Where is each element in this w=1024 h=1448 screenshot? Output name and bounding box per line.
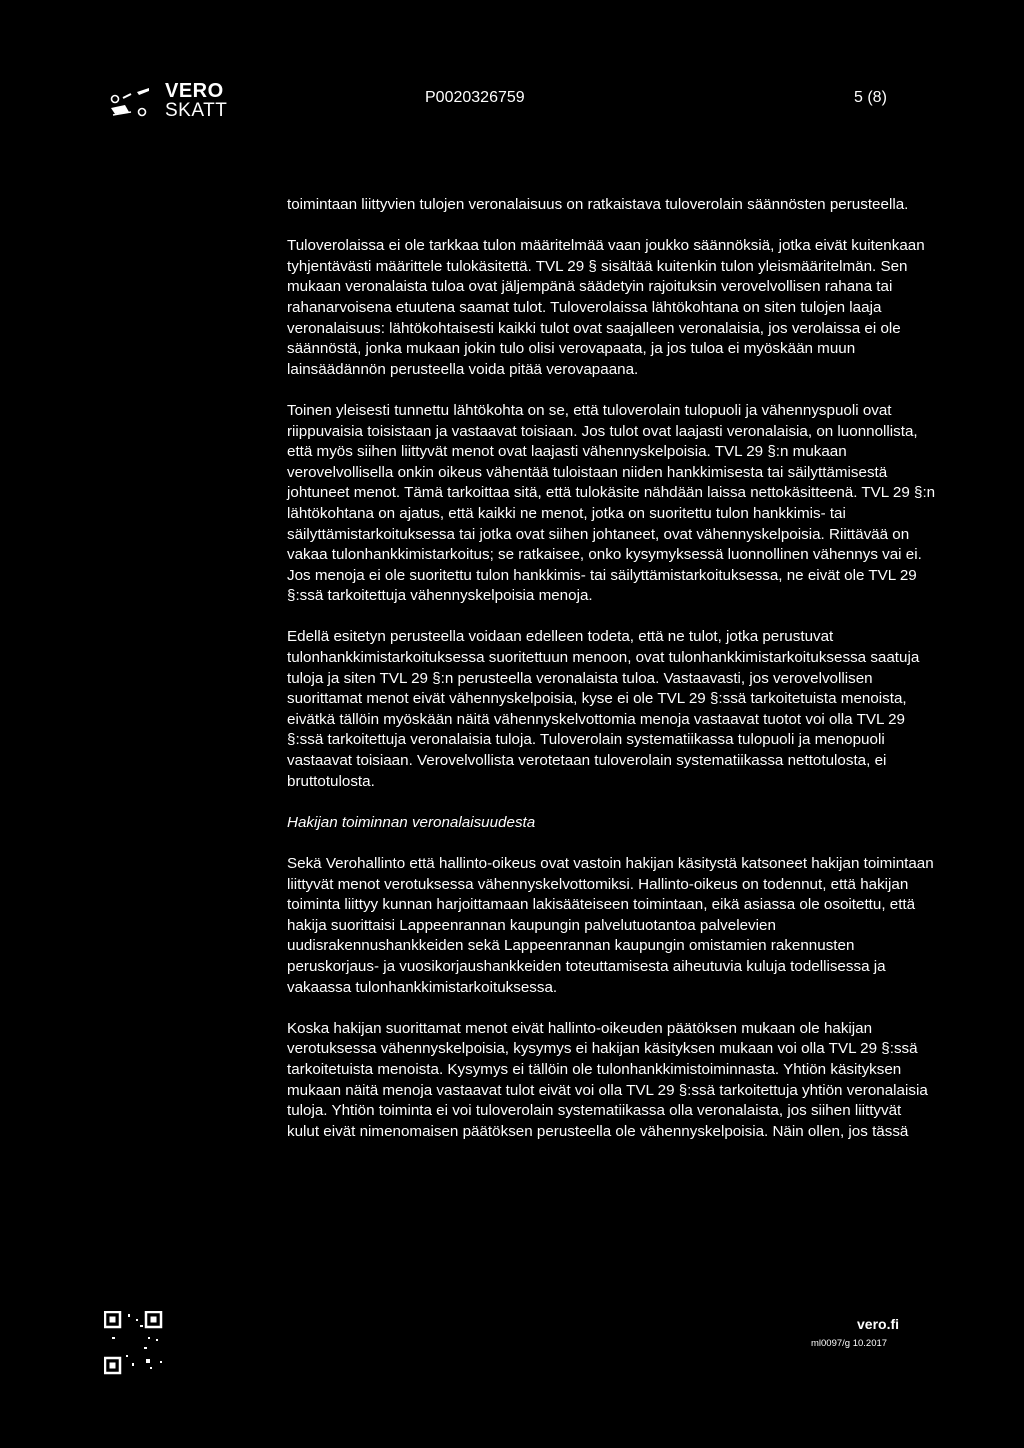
document-id: P0020326759 xyxy=(425,89,525,106)
body-paragraph: Toinen yleisesti tunnettu lähtökohta on se, että tuloverolain tulopuoli ja vähennyspuoli ovat riippuvaisia toisistaan ja vastaavat toisiaan. Jos tulot ovat laajasti veronalaisia, on luonnollista, että myös siihen liittyvät menot ovat laajasti vähennyskelpoisia. TVL 29 §:n mukaan verovelvollisella onkin oikeus vähentää tuloistaan niiden hankkimisesta tai säilyttämisestä johtuneet menot. Tämä tarkoittaa sitä, että tulokäsite nähdään laissa nettokäsitteenä. TVL 29 §:n lähtökohtana on ajatus, että kaikki ne menot, jotka on suoritettu tulon hankkimis- tai säilyttämistarkoituksessa tai jotka ovat siihen johtaneet, ovat vähennyskelpoisia. Riittävää on vakaa tulonhankkimistarkoitus; se ratkaisee, onko kysymyksessä luonnollinen vähennys vai ei. Jos menoja ei ole suoritettu tulon hankkimis- tai säilyttämistarkoituksessa, ne eivät ole TVL 29 §:ssä tarkoitettuja vähennyskelpoisia menoja. xyxy=(287,401,936,605)
section-heading: Hakijan toiminnan veronalaisuudesta xyxy=(287,813,536,831)
logo-vero-text: VERO xyxy=(165,80,224,102)
section-paragraph: Koska hakijan suorittamat menot eivät hallinto-oikeuden päätöksen mukaan ole hakijan verotuksessa vähennyskelpoisia, kysymys ei hakijan käsityksen mukaan voi olla TVL 29 §:ssä tarkoitetuista menoista. Kysymys ei tällöin ole tulonhankkimistoiminnasta. Yhtiön käsityksen mukaan näitä menoja vastaavat tulot eivät voi olla TVL 29 §:ssä tarkoitettuja yhtiön veronalaisia tuloja. Yhtiön toiminta ei voi tuloverolain systematiikassa olla veronalaista, jos siihen liittyvät kulut eivät nimenomaisen päätöksen perusteella ole vähennyskelpoisia. Näin ollen, jos tässä xyxy=(287,1019,928,1140)
body-paragraph: Tuloverolaissa ei ole tarkkaa tulon määritelmää vaan joukko säännöksiä, jotka eivät kuitenkaan tyhjentävästi määrittele tulokäsitettä. TVL 29 § sisältää kuitenkin tulon yleismääritelmän. Sen mukaan veronalaista tuloa ovat jäljempänä säädetyin rajoituksin verovelvollisen rahana tai rahanarvoisena etuutena saamat tulot. Tuloverolaissa lähtökohtana on siten tulojen laaja veronalaisuus: lähtökohtaisesti kaikki tulot ovat saajalleen veronalaisia, jos verolaissa ei ole säännöstä, jonka mukaan jokin tulo olisi verovapaata, ja jos tuloa ei myöskään muun lainsäädännön perusteella voida pitää verovapaana. xyxy=(287,237,925,378)
document-body xyxy=(287,195,937,1163)
vero-logo-icon xyxy=(109,86,149,120)
section-paragraph: Sekä Verohallinto että hallinto-oikeus ovat vastoin hakijan käsitystä katsoneet hakijan toimintaan liittyvät menot verotuksessa vähennyskelvottomiksi. Hallinto-oikeus on todennut, että hakijan toiminta liittyy kunnan harjoittamaan lakisääteiseen toimintaan, eikä asiassa ole osoitettu, että hakija suorittaisi Lappeenrannan kaupungin palvelutuotantoa palvelevien uudisrakennushankkeiden sekä Lappeenrannan kaupungin omistamien rakennusten peruskorjaus- ja vuosikorjaushankkeiden toteuttamisesta aiheutuvia kuluja todellisessa ja vakaassa tulonhankkimistarkoituksessa. xyxy=(287,855,934,996)
qr-code-icon xyxy=(104,1311,168,1375)
page-number: 5 (8) xyxy=(854,89,887,106)
body-paragraph: toimintaan liittyvien tulojen veronalaisuus on ratkaistava tuloverolain säännösten perusteella. xyxy=(287,196,909,213)
vero-skatt-logo xyxy=(109,80,239,122)
footer-website: vero.fi xyxy=(857,1316,900,1332)
page-header xyxy=(0,0,1024,130)
footer-form-code: ml0097/g 10.2017 xyxy=(811,1338,888,1349)
logo-skatt-text: SKATT xyxy=(165,100,228,121)
body-paragraph: Edellä esitetyn perusteella voidaan edelleen todeta, että ne tulot, jotka perustuvat tulonhankkimistarkoituksessa suoritettuun menoon, ovat tulonhankkimistarkoituksessa saatuja tuloja ja siten TVL 29 §:n perusteella veronalaista tuloa. Vastaavasti, jos verovelvollisen suorittamat menot eivät vähennyskelpoisia, kyse ei ole TVL 29 §:ssä tarkoitetuista menoista, eivätkä tällöin myöskään näitä vähennyskelvottomia menoja vastaavat tuotot voi olla TVL 29 §:ssä tarkoitettuja veronalaisia tuloja. Tuloverolain systematiikassa tulopuoli ja menopuoli vastaavat toisiaan. Verovelvollista verotetaan tuloverolain systematiikassa nettotulosta, ei bruttotulosta. xyxy=(287,628,920,790)
